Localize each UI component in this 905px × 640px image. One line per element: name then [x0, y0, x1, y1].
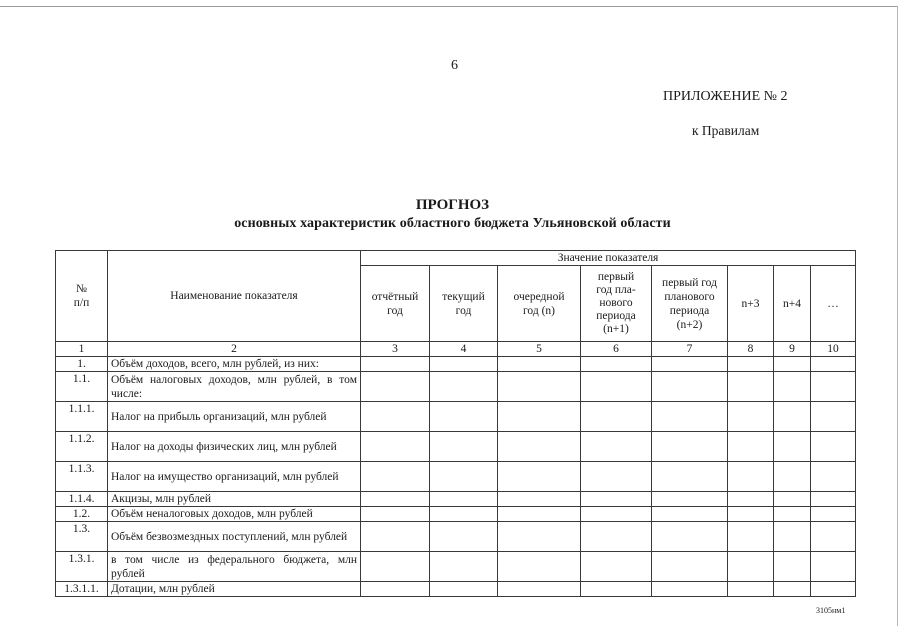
value-cell — [728, 462, 774, 492]
column-number: 5 — [498, 342, 581, 357]
value-cell — [498, 492, 581, 507]
value-cell — [811, 582, 856, 597]
value-cell — [498, 357, 581, 372]
page-number: 6 — [451, 58, 458, 73]
value-cell — [581, 507, 652, 522]
row-name: Объём доходов, всего, млн рублей, из них: — [108, 357, 361, 372]
value-cell — [581, 522, 652, 552]
column-number-row — [56, 342, 856, 357]
column-number: 2 — [108, 342, 361, 357]
value-cell — [728, 357, 774, 372]
row-number: 1.3.1. — [56, 552, 108, 582]
value-cell — [361, 522, 430, 552]
value-cell — [774, 372, 811, 402]
value-cell — [652, 522, 728, 552]
value-cell — [581, 462, 652, 492]
value-cell — [498, 462, 581, 492]
value-cell — [774, 582, 811, 597]
value-cell — [581, 582, 652, 597]
value-cell — [652, 492, 728, 507]
header-plan-year-2: первый год планового периода (n+2) — [652, 266, 728, 342]
header-number: № п/п — [56, 251, 108, 342]
value-cell — [728, 372, 774, 402]
table-row — [56, 492, 856, 507]
header-name: Наименование показателя — [108, 251, 361, 342]
table-row — [56, 552, 856, 582]
value-cell — [361, 357, 430, 372]
table-row — [56, 522, 856, 552]
value-cell — [728, 552, 774, 582]
column-number: 10 — [811, 342, 856, 357]
header-n-plus-4: n+4 — [774, 266, 811, 342]
value-cell — [430, 492, 498, 507]
value-cell — [581, 357, 652, 372]
value-cell — [774, 552, 811, 582]
value-cell — [652, 402, 728, 432]
value-cell — [581, 372, 652, 402]
row-number: 1.2. — [56, 507, 108, 522]
header-values-group: Значение показателя — [361, 251, 856, 266]
row-name: Налог на доходы физических лиц, млн рублей — [108, 432, 361, 462]
column-number: 6 — [581, 342, 652, 357]
value-cell — [581, 402, 652, 432]
footer-code: 3105нм1 — [816, 606, 846, 615]
forecast-table — [55, 250, 856, 597]
value-cell — [811, 522, 856, 552]
value-cell — [728, 582, 774, 597]
value-cell — [774, 402, 811, 432]
value-cell — [811, 357, 856, 372]
value-cell — [361, 432, 430, 462]
value-cell — [811, 492, 856, 507]
value-cell — [581, 552, 652, 582]
table-row — [56, 402, 856, 432]
header-reporting-year: отчётный год — [361, 266, 430, 342]
value-cell — [361, 372, 430, 402]
row-number: 1. — [56, 357, 108, 372]
value-cell — [728, 522, 774, 552]
row-name: Налог на прибыль организаций, млн рублей — [108, 402, 361, 432]
column-number: 9 — [774, 342, 811, 357]
value-cell — [361, 492, 430, 507]
appendix-label: ПРИЛОЖЕНИЕ № 2 — [663, 89, 788, 104]
row-name: Акцизы, млн рублей — [108, 492, 361, 507]
row-number: 1.1.1. — [56, 402, 108, 432]
table-row — [56, 582, 856, 597]
value-cell — [774, 432, 811, 462]
table-row — [56, 357, 856, 372]
value-cell — [498, 372, 581, 402]
document-title: ПРОГНОЗ — [415, 197, 490, 213]
value-cell — [498, 582, 581, 597]
value-cell — [361, 507, 430, 522]
page-frame-top — [0, 6, 898, 7]
value-cell — [652, 507, 728, 522]
row-name: Объём безвозмездных поступлений, млн рублей — [108, 522, 361, 552]
appendix-to: к Правилам — [692, 123, 760, 138]
column-number: 7 — [652, 342, 728, 357]
value-cell — [652, 552, 728, 582]
row-name: Объём налоговых доходов, млн рублей, в том числе: — [108, 372, 361, 402]
value-cell — [430, 462, 498, 492]
value-cell — [430, 372, 498, 402]
value-cell — [581, 432, 652, 462]
row-number: 1.1.4. — [56, 492, 108, 507]
column-number: 4 — [430, 342, 498, 357]
value-cell — [811, 462, 856, 492]
value-cell — [361, 582, 430, 597]
table-row — [56, 372, 856, 402]
row-number: 1.1. — [56, 372, 108, 402]
table-row — [56, 507, 856, 522]
value-cell — [498, 402, 581, 432]
value-cell — [652, 432, 728, 462]
document-subtitle: основных характеристик областного бюджета Ульяновской области — [234, 216, 671, 231]
value-cell — [430, 402, 498, 432]
value-cell — [361, 402, 430, 432]
value-cell — [774, 462, 811, 492]
value-cell — [498, 432, 581, 462]
value-cell — [774, 522, 811, 552]
row-number: 1.1.3. — [56, 462, 108, 492]
header-row-group — [56, 251, 856, 266]
value-cell — [652, 462, 728, 492]
value-cell — [430, 432, 498, 462]
value-cell — [430, 582, 498, 597]
value-cell — [430, 357, 498, 372]
header-next-year: очередной год (n) — [498, 266, 581, 342]
column-number: 3 — [361, 342, 430, 357]
value-cell — [811, 372, 856, 402]
value-cell — [774, 507, 811, 522]
value-cell — [728, 402, 774, 432]
table-row — [56, 462, 856, 492]
header-n-plus-3: n+3 — [728, 266, 774, 342]
row-number: 1.1.2. — [56, 432, 108, 462]
page-frame-right — [897, 6, 898, 626]
column-number: 1 — [56, 342, 108, 357]
value-cell — [811, 552, 856, 582]
value-cell — [498, 507, 581, 522]
header-current-year: текущий год — [430, 266, 498, 342]
row-name: Объём неналоговых доходов, млн рублей — [108, 507, 361, 522]
value-cell — [498, 522, 581, 552]
value-cell — [728, 492, 774, 507]
row-number: 1.3.1.1. — [56, 582, 108, 597]
header-ellipsis: … — [811, 266, 856, 342]
value-cell — [811, 507, 856, 522]
value-cell — [652, 582, 728, 597]
value-cell — [811, 402, 856, 432]
value-cell — [774, 357, 811, 372]
value-cell — [652, 357, 728, 372]
row-name: Налог на имущество организаций, млн рублей — [108, 462, 361, 492]
column-number: 8 — [728, 342, 774, 357]
value-cell — [728, 507, 774, 522]
row-name: в том числе из федерального бюджета, млн рублей — [108, 552, 361, 582]
value-cell — [728, 432, 774, 462]
value-cell — [361, 552, 430, 582]
value-cell — [652, 372, 728, 402]
value-cell — [430, 552, 498, 582]
table-row — [56, 432, 856, 462]
value-cell — [498, 552, 581, 582]
value-cell — [774, 492, 811, 507]
row-number: 1.3. — [56, 522, 108, 552]
value-cell — [430, 507, 498, 522]
value-cell — [811, 432, 856, 462]
value-cell — [581, 492, 652, 507]
row-name: Дотации, млн рублей — [108, 582, 361, 597]
value-cell — [361, 462, 430, 492]
header-plan-year-1: первый год пла- нового периода (n+1) — [581, 266, 652, 342]
value-cell — [430, 522, 498, 552]
